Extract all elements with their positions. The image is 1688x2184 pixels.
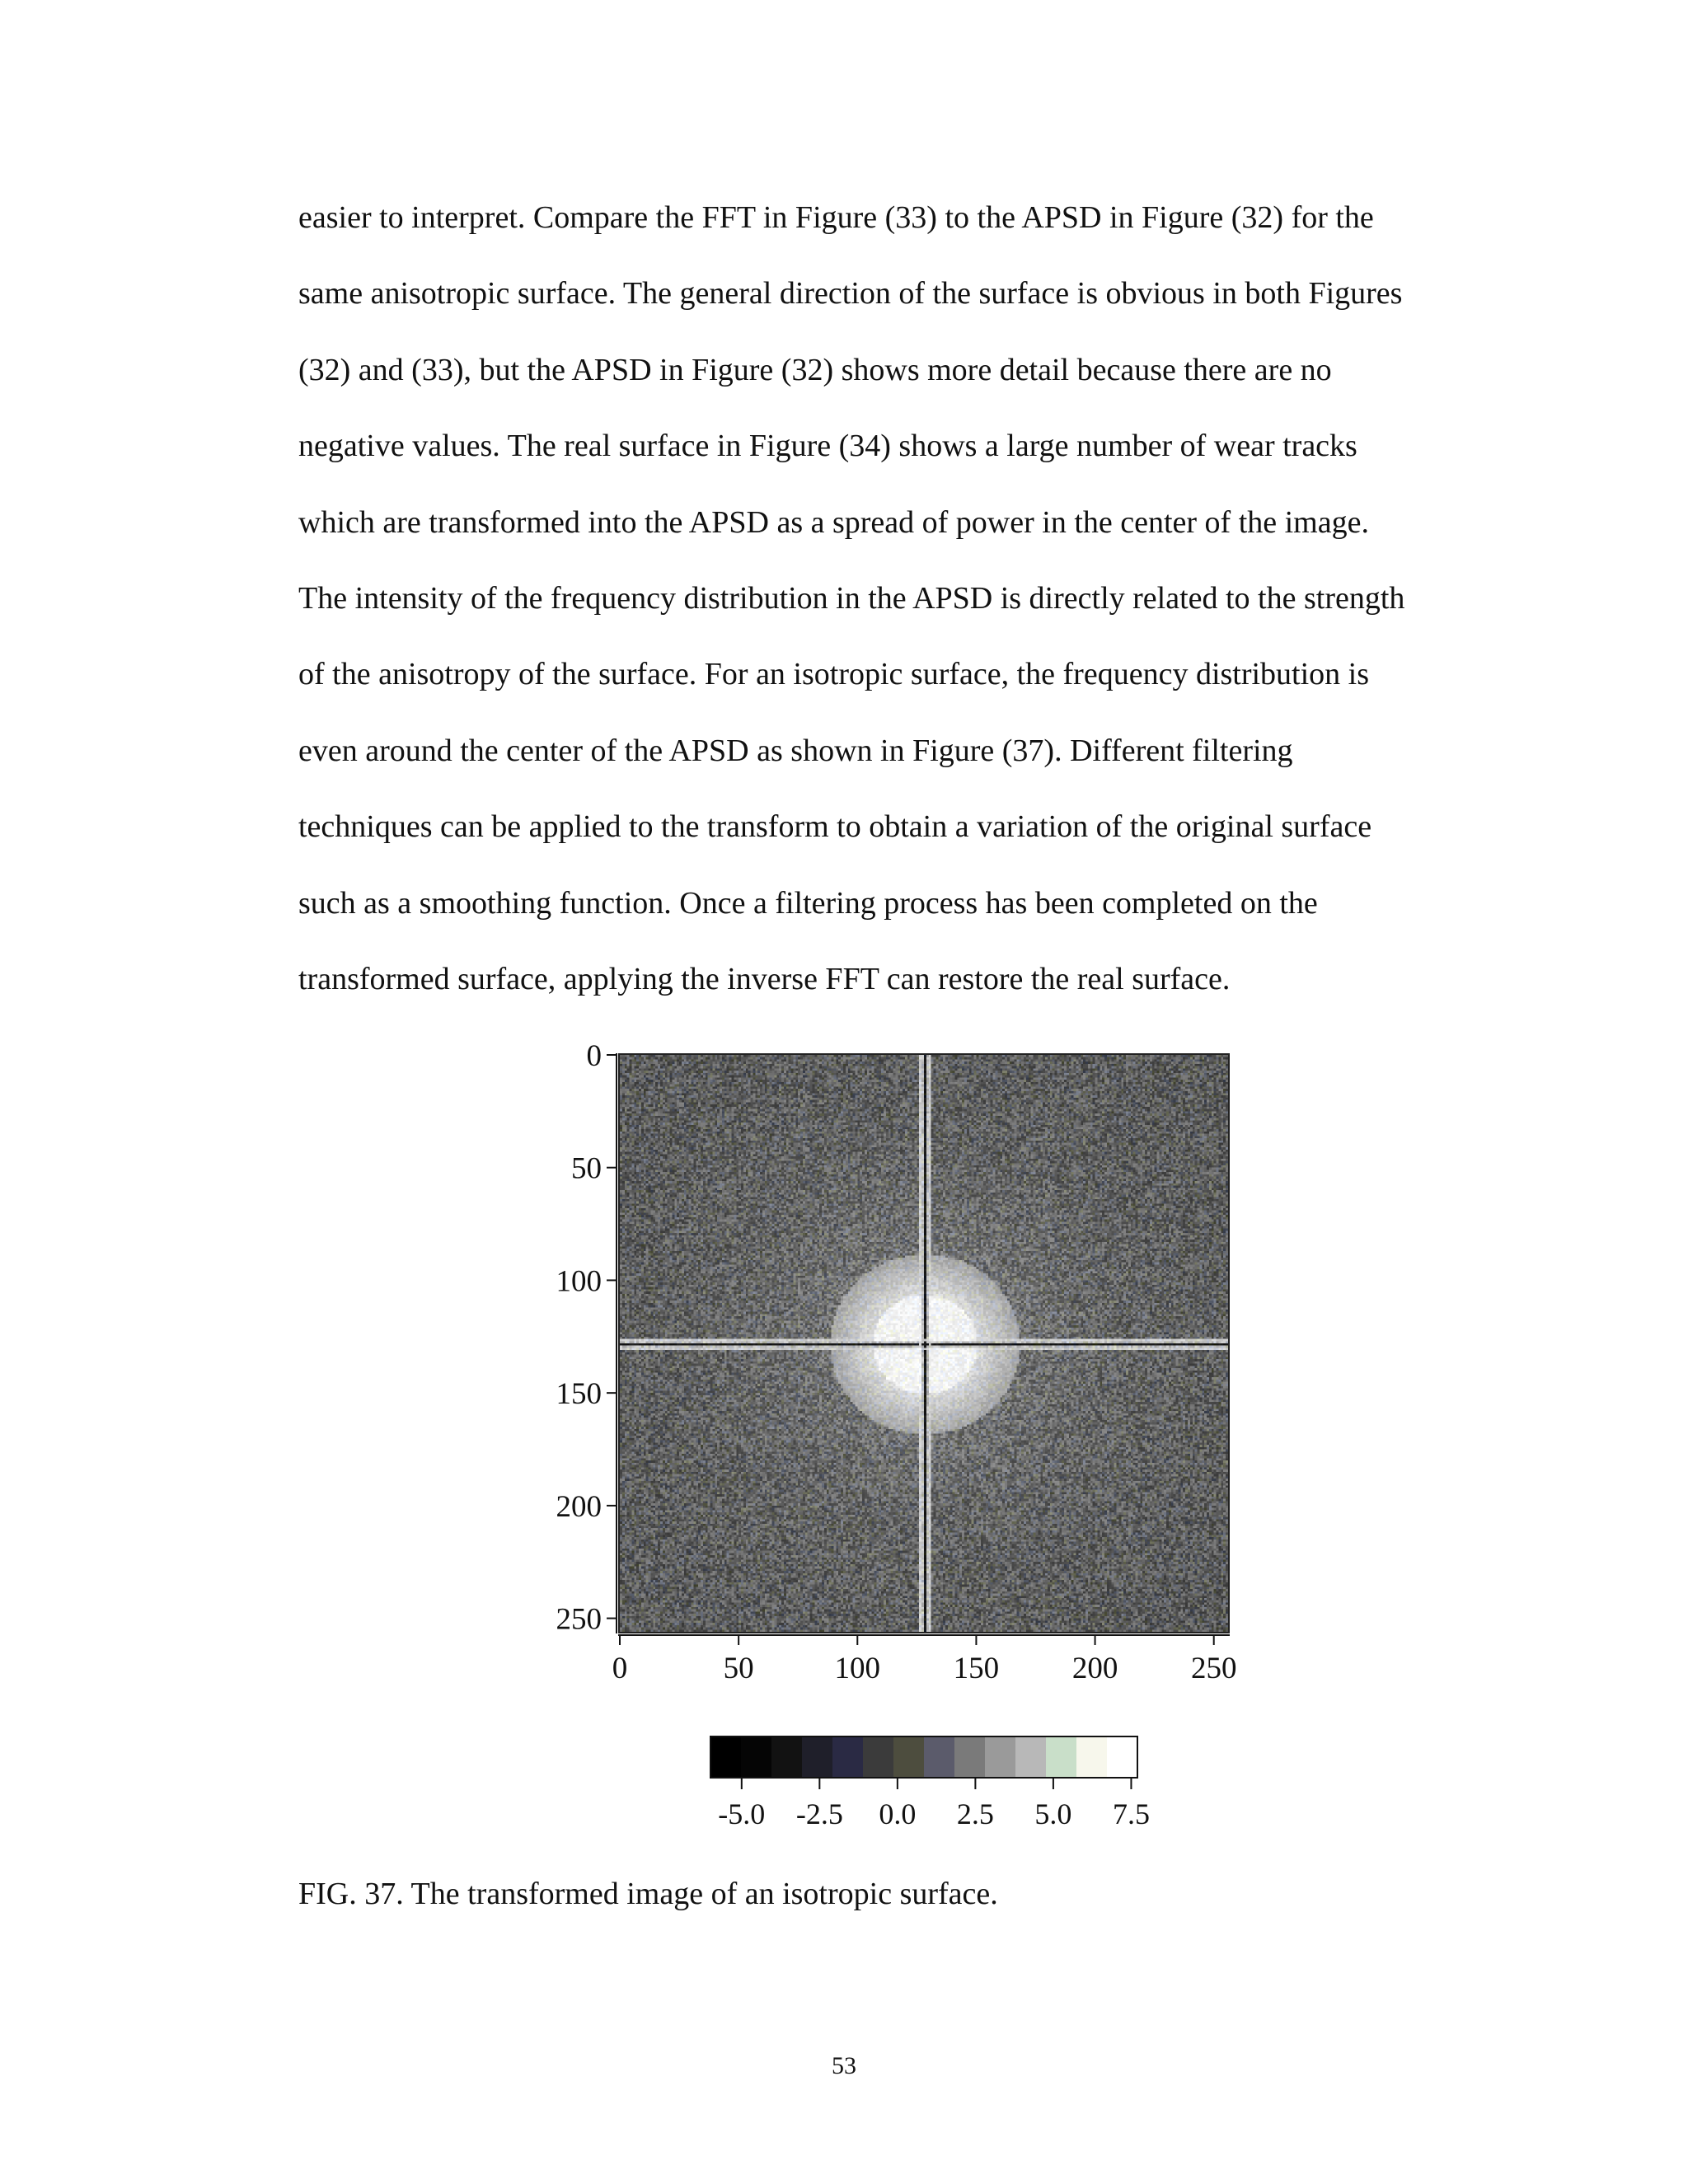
colorbar-swatch xyxy=(1076,1736,1108,1778)
x-tick-label: 0 xyxy=(612,1652,628,1685)
y-axis xyxy=(556,1039,617,1637)
colorbar-swatch xyxy=(1015,1736,1047,1778)
figure-caption: FIG. 37. The transformed image of an isotropic surface. xyxy=(298,1877,998,1911)
text-line: The intensity of the frequency distribution in the APSD is directly related to the strength xyxy=(298,580,1405,616)
colorbar-swatch xyxy=(924,1736,955,1778)
colorbar-swatch xyxy=(893,1736,925,1778)
page-number: 53 xyxy=(832,2052,856,2079)
y-tick-label: 50 xyxy=(571,1151,602,1186)
colorbar-swatch xyxy=(771,1736,803,1778)
plot-frame xyxy=(619,1054,1229,1633)
text-line: same anisotropic surface. The general direction of the surface is obvious in both Figures xyxy=(298,276,1403,312)
text-line: (32) and (33), but the APSD in Figure (32) shows more detail because there are no xyxy=(298,352,1332,387)
x-tick-label: 50 xyxy=(723,1652,754,1685)
text-line: such as a smoothing function. Once a filtering process has been completed on the xyxy=(298,885,1318,921)
colorbar-swatch xyxy=(985,1736,1016,1778)
colorbar-tick-label: 7.5 xyxy=(1112,1797,1150,1830)
colorbar-swatch xyxy=(1046,1736,1077,1778)
y-tick-label: 250 xyxy=(556,1602,602,1637)
colorbar-swatch xyxy=(710,1736,742,1778)
y-tick-label: 200 xyxy=(556,1489,602,1524)
text-line: techniques can be applied to the transform to obtain a variation of the original surface xyxy=(298,809,1372,845)
colorbar-tick-label: -2.5 xyxy=(795,1797,843,1830)
x-tick-label: 250 xyxy=(1190,1652,1237,1685)
text-line: easier to interpret. Compare the FFT in Figure (33) to the APSD in Figure (32) for the xyxy=(298,200,1374,235)
colorbar-swatch xyxy=(832,1736,864,1778)
colorbar-tick-label: 2.5 xyxy=(956,1797,994,1830)
x-tick-label: 200 xyxy=(1071,1652,1118,1685)
x-axis xyxy=(612,1635,1237,1685)
y-tick-label: 0 xyxy=(586,1039,602,1073)
colorbar xyxy=(710,1736,1150,1830)
colorbar-swatch xyxy=(1107,1736,1138,1778)
heatmap-image xyxy=(620,1055,1228,1632)
colorbar-frame xyxy=(710,1736,1137,1778)
y-tick-label: 100 xyxy=(556,1264,602,1299)
colorbar-swatch xyxy=(741,1736,772,1778)
text-line: negative values. The real surface in Figure (34) shows a large number of wear tracks xyxy=(298,429,1357,464)
colorbar-tick-label: 0.0 xyxy=(879,1797,917,1830)
colorbar-swatch xyxy=(954,1736,986,1778)
body-paragraph xyxy=(298,190,1469,1027)
text-line: even around the center of the APSD as shown in Figure (37). Different filtering xyxy=(298,733,1293,768)
colorbar-swatch xyxy=(802,1736,833,1778)
colorbar-swatch xyxy=(863,1736,894,1778)
y-tick-label: 150 xyxy=(556,1377,602,1412)
text-line: which are transformed into the APSD as a spread of power in the center of the image. xyxy=(298,504,1369,540)
x-tick-label: 100 xyxy=(834,1652,881,1685)
colorbar-tick-label: 5.0 xyxy=(1034,1797,1072,1830)
x-tick-label: 150 xyxy=(953,1652,1000,1685)
text-line: of the anisotropy of the surface. For an isotropic surface, the frequency distribution is xyxy=(298,657,1370,692)
colorbar-tick-label: -5.0 xyxy=(718,1797,766,1830)
text-line: transformed surface, applying the inverse FFT can restore the real surface. xyxy=(298,961,1231,996)
